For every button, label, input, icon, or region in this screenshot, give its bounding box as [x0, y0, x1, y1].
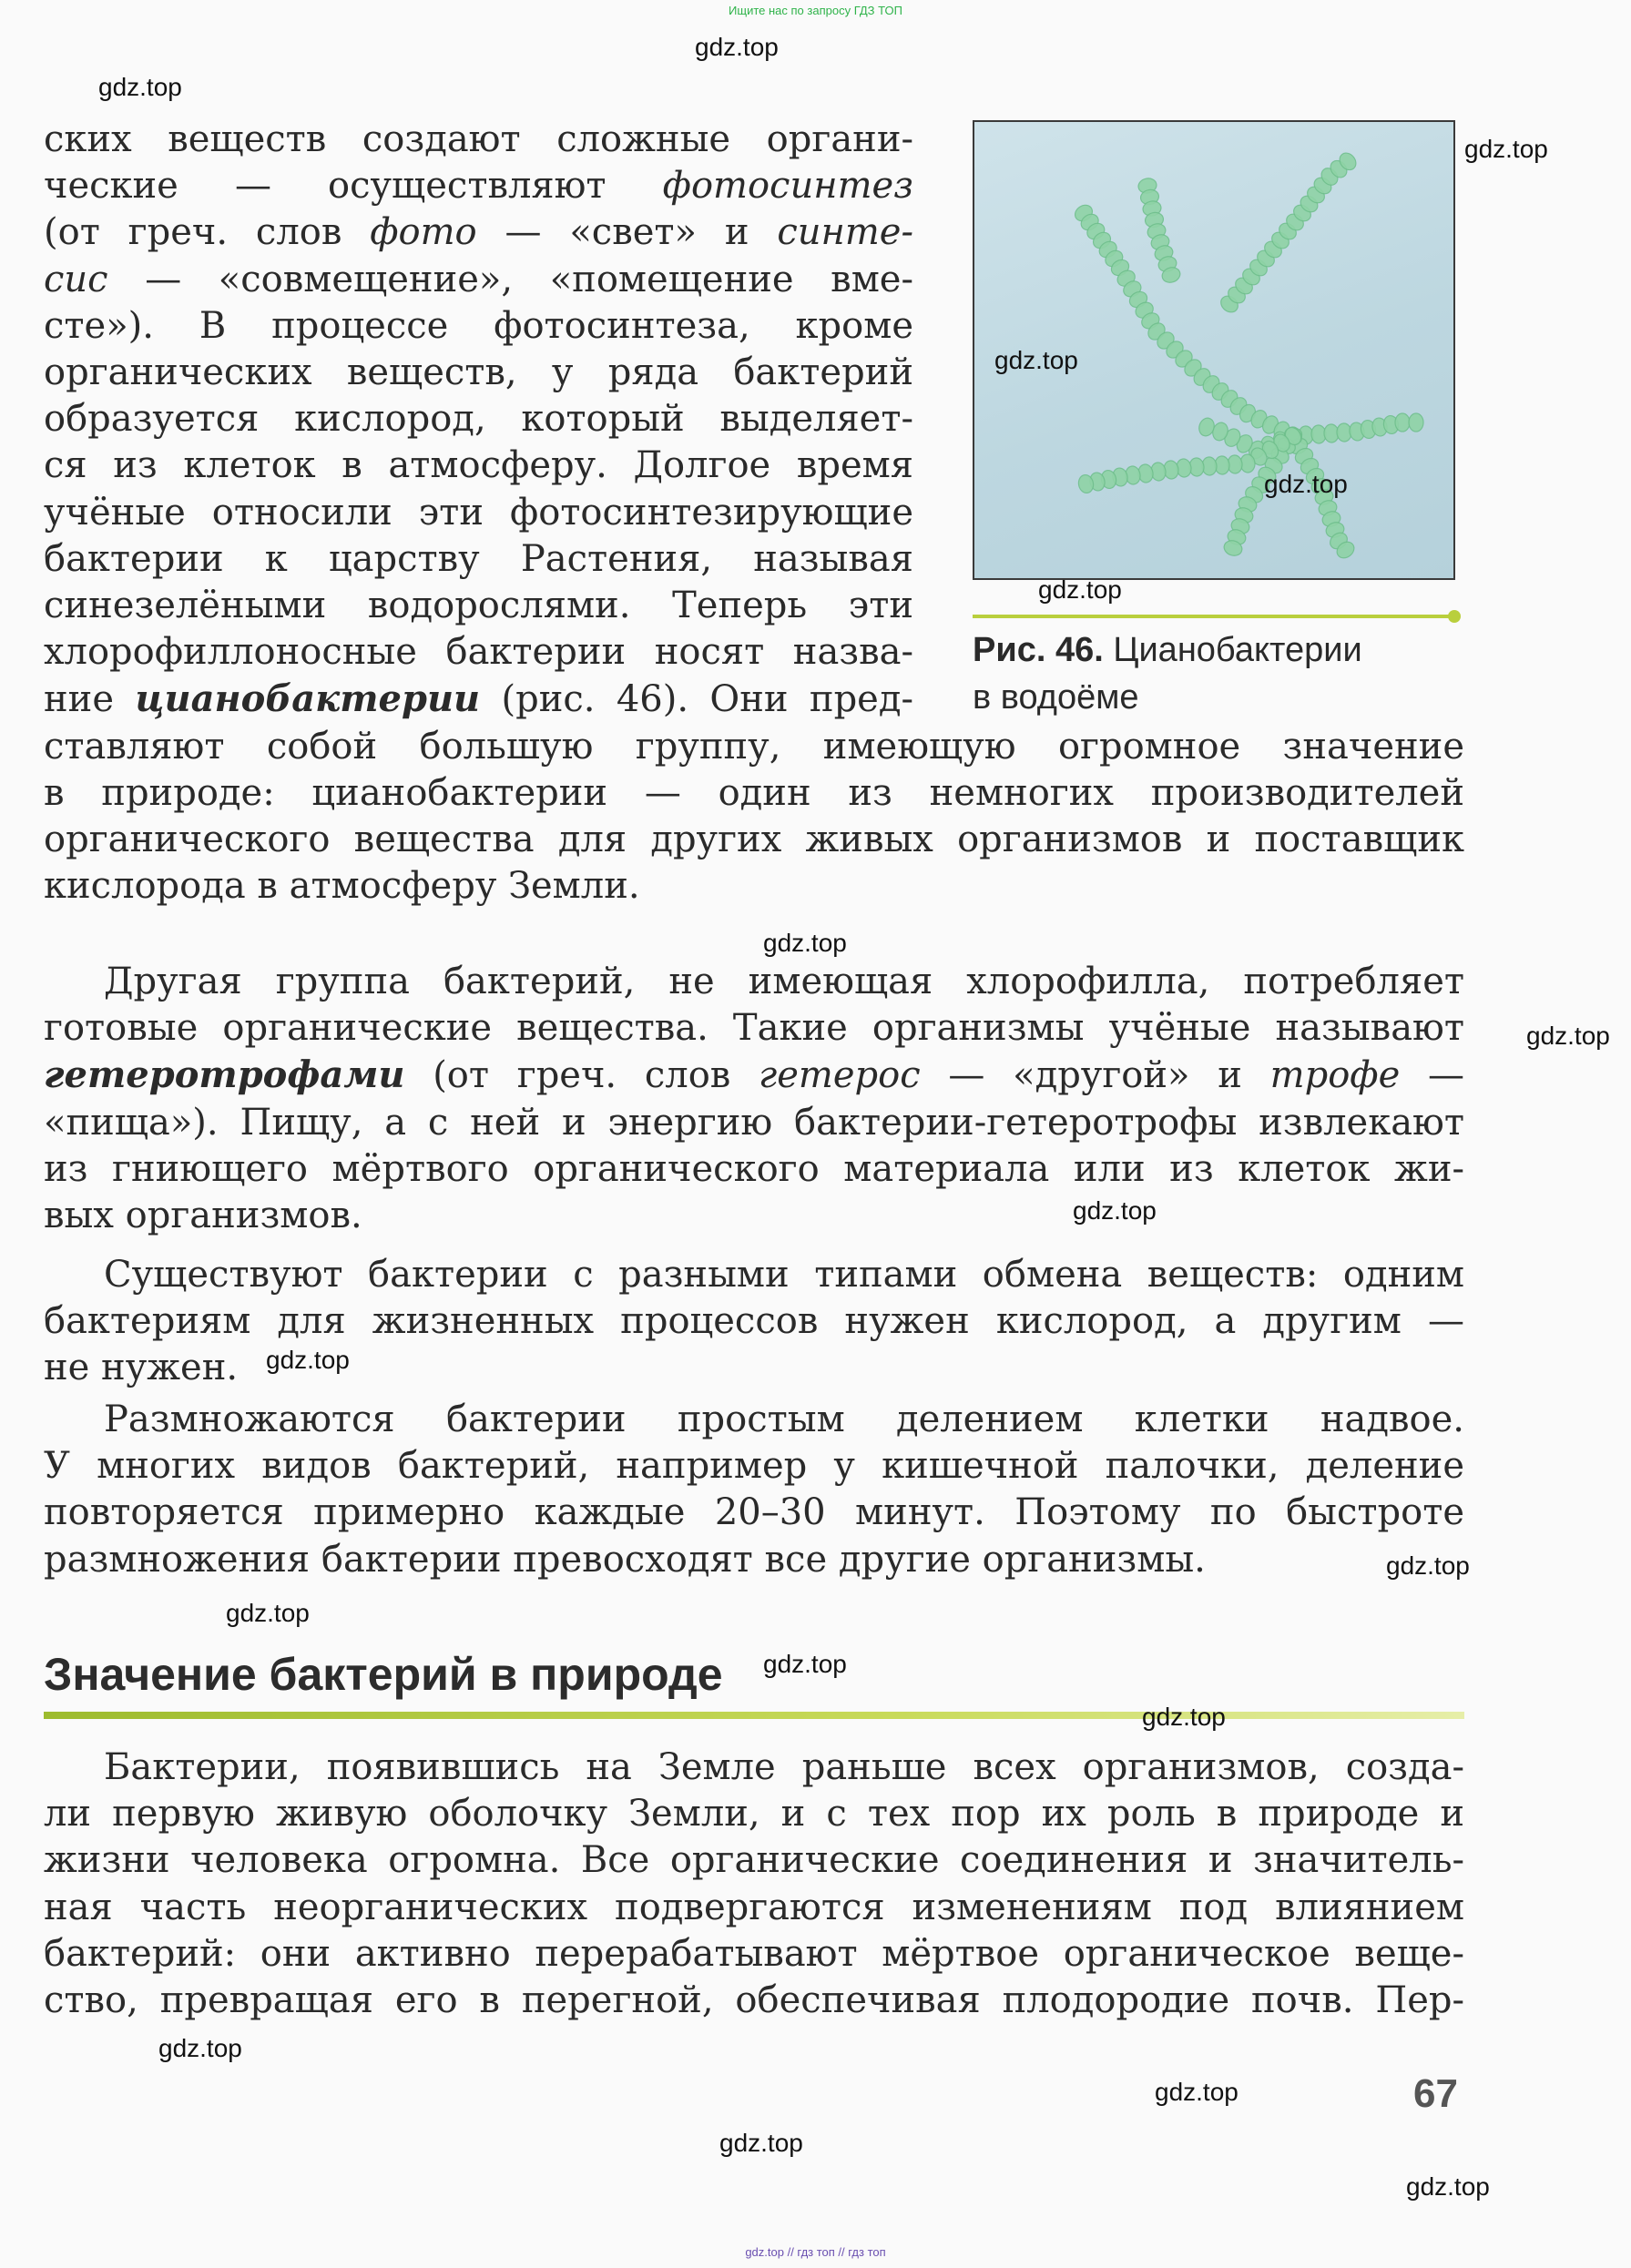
section-heading: Значение бактерий в природе	[44, 1649, 723, 1700]
term-photosynthesis: фотосинтез	[662, 165, 913, 208]
text-line: ся из клеток в атмосферу. Долгое время	[44, 444, 913, 487]
text-line: в природе: цианобактерии — один из немногих производителей	[44, 771, 1464, 814]
text-line: ских веществ создают сложные органи-	[44, 118, 913, 160]
text-line: Другая группа бактерий, не имеющая хлорофилла, потребляет	[104, 961, 1464, 1002]
figure-label: Рис. 46.	[973, 631, 1104, 669]
text-line: повторяется примерно каждые 20–30 минут. Поэтому по быстроте	[44, 1491, 1464, 1534]
text-line: бактериям для жизненных процессов нужен кислород, а другим —	[44, 1300, 1464, 1343]
section-heading-rule	[44, 1712, 1464, 1719]
text-line: органического вещества для других живых организмов и поставщик	[44, 819, 1464, 861]
text-run: (от греч. слов	[44, 211, 371, 254]
text-run: ческие — осуществляют	[44, 165, 663, 208]
text-run: (от греч. слов	[404, 1054, 759, 1097]
text-line: бактерии к царству Растения, называя	[44, 537, 913, 580]
text-line: бактерий: они активно перерабатывают мёртвое органическое веще-	[44, 1932, 1464, 1975]
watermark: gdz.top	[1386, 1551, 1470, 1580]
watermark: gdz.top	[98, 73, 182, 101]
paragraph-heterotrophs	[44, 959, 1464, 1239]
text-line: размножения бактерии превосходят все другие организмы.	[44, 1538, 1206, 1581]
text-line: хлорофиллоносные бактерии носят назва-	[44, 631, 913, 674]
text-run: — «другой» и	[920, 1054, 1270, 1097]
paragraph-reproduction	[44, 1397, 1464, 1583]
watermark: gdz.top	[719, 2129, 803, 2157]
text-line	[44, 676, 913, 723]
term-heterotrophs: гетеротрофами	[44, 1053, 405, 1097]
text-line: органических веществ, у ряда бактерий	[44, 351, 913, 394]
text-run: (рис. 46). Они пред-	[480, 678, 913, 721]
watermark: gdz.top	[994, 346, 1078, 374]
paragraph-metabolism	[44, 1252, 1464, 1392]
text-run: —	[1400, 1054, 1465, 1097]
watermark: gdz.top	[1073, 1196, 1157, 1225]
paragraph-photosynthesis	[44, 117, 1464, 910]
text-line: «пища»). Пищу, а с ней и энергию бактерии-гетеротрофы извлекают	[44, 1101, 1464, 1144]
term-cyanobacteria: цианобактерии	[135, 677, 481, 721]
text-line: ставляют собой большую группу, имеющую огромное значение	[44, 725, 1464, 768]
term-sintesis: синте-	[777, 211, 913, 254]
text-line: готовые органические вещества. Такие организмы учёные называют	[44, 1007, 1464, 1050]
text-line: кислорода в атмосферу Земли.	[44, 865, 640, 908]
figure-caption-line2: в водоёме	[973, 678, 1139, 717]
text-run: ние	[44, 678, 136, 721]
text-line: вых организмов.	[44, 1195, 362, 1237]
watermark: gdz.top	[695, 33, 779, 61]
bottom-banner: gdz.top // гдз топ // гдз топ	[745, 2245, 886, 2259]
text-line: образуется кислород, который выделяет-	[44, 398, 913, 441]
term-trofe: трофе	[1269, 1054, 1401, 1097]
term-heteros: гетерос	[759, 1054, 921, 1097]
text-line: Бактерии, появившись на Земле раньше всех организмов, созда-	[104, 1746, 1464, 1788]
text-line	[44, 1052, 1464, 1099]
term-foto: фото	[370, 211, 477, 254]
text-line: синезелёными водорослями. Теперь эти	[44, 585, 913, 627]
term-sintesis-end: сис	[44, 258, 108, 300]
figure-caption-line1: Цианобактерии	[1113, 631, 1362, 669]
text-line: ная часть неорганических подвергаются изменениям под влиянием	[44, 1886, 1464, 1928]
text-line	[44, 163, 913, 209]
page-number: 67	[1413, 2071, 1458, 2116]
watermark: gdz.top	[1464, 135, 1548, 163]
watermark: gdz.top	[1155, 2078, 1239, 2106]
watermark: gdz.top	[266, 1346, 350, 1374]
text-line: жизни человека огромна. Все органические соединения и значитель-	[44, 1839, 1464, 1882]
top-banner: Ищите нас по запросу ГДЗ ТОП	[729, 4, 902, 17]
watermark: gdz.top	[158, 2034, 242, 2062]
text-line: учёные относили эти фотосинтезирующие	[44, 491, 913, 534]
text-line: Размножаются бактерии простым делением клетки надвое.	[104, 1398, 1464, 1440]
text-line: Существуют бактерии с разными типами обмена веществ: одним	[104, 1254, 1464, 1296]
watermark: gdz.top	[1142, 1703, 1226, 1731]
text-line: сте»). В процессе фотосинтеза, кроме	[44, 304, 913, 347]
watermark: gdz.top	[763, 1650, 847, 1678]
text-run: — «свет» и	[476, 211, 778, 254]
watermark: gdz.top	[226, 1599, 310, 1627]
text-line: из гниющего мёртвого органического материала или из клеток жи-	[44, 1147, 1464, 1190]
text-line: ство, превращая его в перегной, обеспечивая плодородие почв. Пер-	[44, 1979, 1464, 2022]
text-line: ли первую живую оболочку Земли, и с тех пор их роль в природе и	[44, 1793, 1464, 1836]
text-line: У многих видов бактерий, например у кишечной палочки, деление	[44, 1445, 1464, 1488]
watermark: gdz.top	[1526, 1022, 1610, 1050]
watermark: gdz.top	[1264, 470, 1348, 498]
text-run: — «совмещение», «помещение вме-	[107, 258, 913, 300]
watermark: gdz.top	[1406, 2172, 1490, 2201]
text-line	[44, 257, 913, 303]
watermark: gdz.top	[1038, 575, 1122, 604]
text-line: не нужен.	[44, 1347, 239, 1389]
text-line	[44, 209, 913, 256]
watermark: gdz.top	[763, 929, 847, 957]
paragraph-bacteria-importance	[44, 1744, 1464, 2024]
